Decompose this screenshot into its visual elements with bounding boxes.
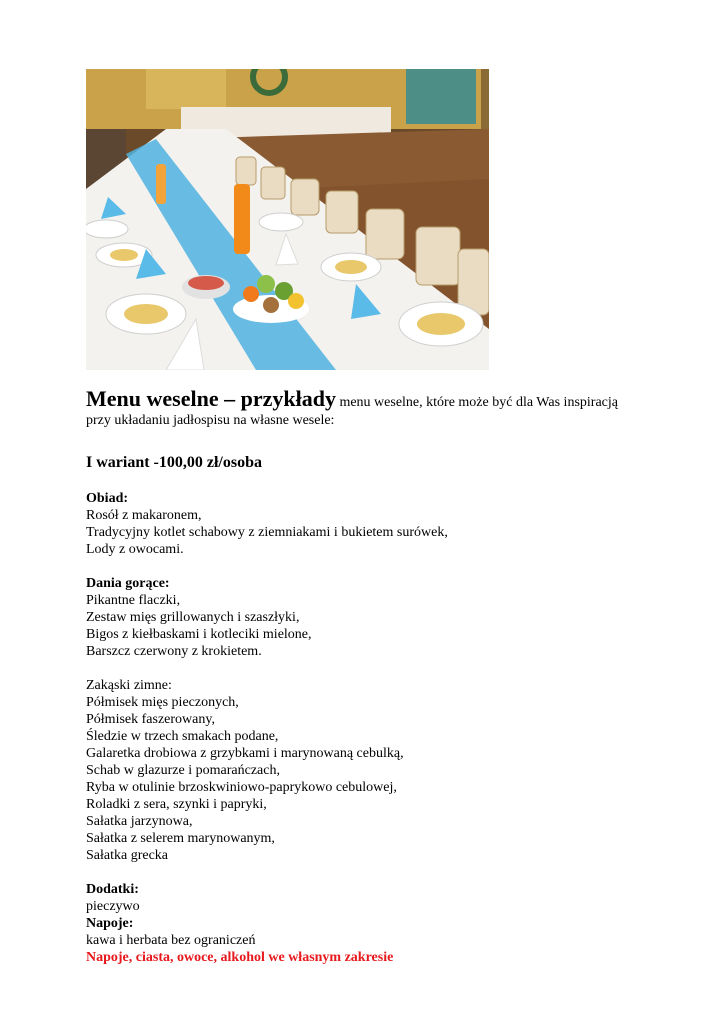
obiad-item: Tradycyjny kotlet schabowy z ziemniakami i bukietem surówek, xyxy=(86,525,448,540)
napoje-text: kawa i herbata bez ograniczeń xyxy=(86,933,256,948)
zakaski-item: Sałatka z selerem marynowanym, xyxy=(86,831,275,846)
banquet-photo xyxy=(86,69,489,370)
obiad-heading: Obiad: xyxy=(86,491,129,506)
zakaski-item: Schab w glazurze i pomarańczach, xyxy=(86,763,280,778)
dania-item: Bigos z kiełbaskami i kotleciki mielone, xyxy=(86,627,312,642)
section-zakaski xyxy=(86,677,646,864)
zakaski-item: Ryba w otulinie brzoskwiniowo-paprykowo cebulowej, xyxy=(86,780,397,795)
obiad-item: Rosół z makaronem, xyxy=(86,508,202,523)
zakaski-item: Galaretka drobiowa z grzybkami i marynowaną cebulką, xyxy=(86,746,404,761)
napoje-heading: Napoje: xyxy=(86,916,134,931)
intro-text: menu weselne, które może być dla Was inspiracją przy układaniu jadłospisu na własne wesele: xyxy=(86,395,618,428)
zakaski-item: Roladki z sera, szynki i papryki, xyxy=(86,797,267,812)
zakaski-item: Śledzie w trzech smakach podane, xyxy=(86,729,279,744)
zakaski-item: Półmisek faszerowany, xyxy=(86,712,215,727)
dodatki-text: pieczywo xyxy=(86,899,140,914)
variant-heading: I wariant -100,00 zł/osoba xyxy=(86,454,262,471)
zakaski-item: Półmisek mięs pieczonych, xyxy=(86,695,239,710)
dodatki-heading: Dodatki: xyxy=(86,882,139,897)
zakaski-item: Sałatka grecka xyxy=(86,848,169,863)
dania-item: Pikantne flaczki, xyxy=(86,593,181,608)
own-provision-note: Napoje, ciasta, owoce, alkohol we własnym zakresie xyxy=(86,950,394,965)
page-title: Menu weselne – przykłady xyxy=(86,386,336,411)
menu-document xyxy=(86,386,646,966)
section-dania-gorace xyxy=(86,575,646,660)
dania-item: Barszcz czerwony z krokietem. xyxy=(86,644,262,659)
dania-heading: Dania gorące: xyxy=(86,576,170,591)
zakaski-heading: Zakąski zimne: xyxy=(86,678,172,693)
zakaski-item: Sałatka jarzynowa, xyxy=(86,814,193,829)
section-dodatki xyxy=(86,881,646,966)
section-obiad xyxy=(86,490,646,558)
obiad-item: Lody z owocami. xyxy=(86,542,184,557)
dania-item: Zestaw mięs grillowanych i szaszłyki, xyxy=(86,610,300,625)
intro-paragraph xyxy=(86,386,646,429)
